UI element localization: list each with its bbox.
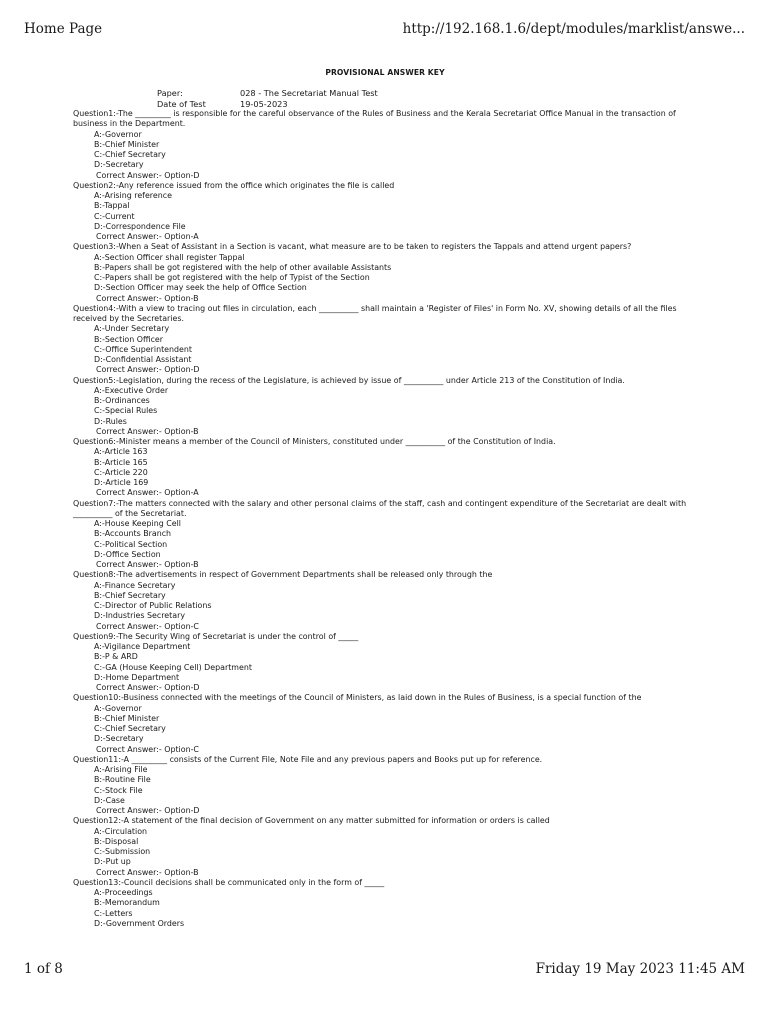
paper-label: Paper:: [157, 88, 183, 98]
correct-answer: Correct Answer:- Option-D: [96, 170, 200, 180]
answer-option: B:-P & ARD: [94, 652, 138, 662]
answer-option: A:-Vigilance Department: [94, 642, 191, 651]
answer-option: A:-Arising reference: [94, 191, 172, 200]
question-block: [73, 242, 701, 304]
answer-option: B:-Ordinances: [94, 396, 150, 405]
correct-answer: Correct Answer:- Option-A: [96, 232, 199, 241]
answer-option: D:-Correspondence File: [94, 221, 186, 231]
answer-option: A:-Finance Secretary: [94, 580, 176, 590]
answer-option: D:-Confidential Assistant: [94, 355, 192, 364]
correct-answer: Correct Answer:- Option-B: [96, 560, 199, 569]
answer-option: C:-GA (House Keeping Cell) Department: [94, 662, 252, 672]
answer-option: A:-Section Officer shall register Tappal: [94, 252, 245, 262]
answer-option: D:-Secretary: [94, 734, 144, 744]
answer-option: B:-Section Officer: [94, 334, 164, 344]
answer-option: D:-Home Department: [94, 672, 180, 682]
question-stem: Question8:-The advertisements in respect of Government Departments shall be released only through the: [73, 570, 493, 580]
answer-option: B:-Tappal: [94, 201, 130, 211]
answer-option: C:-Article 220: [94, 467, 148, 477]
answer-option: B:-Disposal: [94, 836, 139, 846]
correct-answer: Correct Answer:- Option-B: [96, 426, 199, 436]
correct-answer: Correct Answer:- Option-D: [96, 683, 200, 692]
answer-option: D:-Rules: [94, 416, 127, 426]
answer-option: C:-Stock File: [94, 785, 143, 795]
correct-answer: Correct Answer:- Option-A: [96, 488, 199, 498]
correct-answer: Correct Answer:- Option-C: [96, 621, 199, 631]
answer-option: A:-Proceedings: [94, 888, 153, 897]
answer-option: C:-Political Section: [94, 539, 168, 549]
question-stem: Question5:-Legislation, during the recess of the Legislature, is achieved by issue of __________ under Article 213 of the Constitution of India.: [73, 375, 625, 385]
browser-header-title: Home Page: [24, 21, 103, 37]
answer-option: A:-Executive Order: [94, 385, 169, 395]
answer-option: C:-Letters: [94, 908, 133, 918]
question-block: [73, 181, 701, 243]
answer-option: D:-Secretary: [94, 160, 144, 170]
answer-option: C:-Chief Secretary: [94, 724, 166, 733]
correct-answer: Correct Answer:- Option-B: [96, 293, 199, 303]
date-label: Date of Test: [157, 99, 206, 109]
answer-option: A:-Under Secretary: [94, 324, 170, 334]
answer-option: A:-Arising File: [94, 765, 148, 774]
question-list: [73, 109, 701, 929]
answer-option: C:-Submission: [94, 847, 151, 856]
question-block: [73, 109, 701, 181]
question-stem: Question10:-Business connected with the meetings of the Council of Ministers, as laid down in the Rules of Business, is a special function of the: [73, 693, 642, 703]
answer-option: C:-Current: [94, 211, 135, 221]
correct-answer: Correct Answer:- Option-D: [96, 365, 200, 375]
question-block: [73, 632, 701, 694]
answer-option: D:-Case: [94, 795, 125, 805]
answer-option: B:-Memorandum: [94, 898, 160, 908]
answer-option: B:-Chief Secretary: [94, 590, 166, 600]
question-block: [73, 693, 701, 755]
paper-row: [157, 88, 378, 98]
question-stem: Question2:-Any reference issued from the office which originates the file is called: [73, 180, 395, 190]
answer-option: D:-Office Section: [94, 549, 161, 559]
answer-option: D:-Put up: [94, 857, 131, 867]
question-stem: Question11:-A _________ consists of the Current File, Note File and any previous papers and Books put up for reference.: [73, 754, 543, 764]
paper-value: 028 - The Secretariat Manual Test: [240, 88, 378, 98]
question-block: [73, 304, 701, 376]
question-stem: Question13:-Council decisions shall be communicated only in the form of _____: [73, 877, 385, 887]
date-row: [157, 99, 288, 109]
document-title: PROVISIONAL ANSWER KEY: [325, 68, 445, 77]
answer-option: B:-Chief Minister: [94, 139, 160, 149]
answer-option: B:-Chief Minister: [94, 713, 160, 723]
answer-option: C:-Office Superintendent: [94, 344, 192, 354]
answer-option: C:-Chief Secretary: [94, 150, 166, 159]
question-stem: Question3:-When a Seat of Assistant in a Section is vacant, what measure are to be taken to registers the Tappals and attend urgent papers?: [73, 242, 632, 252]
answer-option: A:-Circulation: [94, 826, 148, 836]
answer-option: C:-Special Rules: [94, 406, 158, 416]
date-value: 19-05-2023: [240, 99, 288, 109]
question-stem: Question7:-The matters connected with the salary and other personal claims of the staff, cash and contingent expenditure of the Secretariat are dealt with __________ of the Secretariat.: [73, 498, 687, 518]
answer-option: B:-Papers shall be got registered with the help of other available Assistants: [94, 262, 392, 272]
question-block: [73, 570, 701, 632]
correct-answer: Correct Answer:- Option-B: [96, 867, 199, 877]
question-block: [73, 755, 701, 817]
answer-option: C:-Papers shall be got registered with the help of Typist of the Section: [94, 273, 370, 282]
page-counter: 1 of 8: [24, 961, 63, 977]
correct-answer: Correct Answer:- Option-C: [96, 744, 199, 754]
answer-option: A:-House Keeping Cell: [94, 519, 181, 528]
answer-option: A:-Governor: [94, 129, 142, 139]
print-timestamp: Friday 19 May 2023 11:45 AM: [535, 961, 745, 977]
answer-option: D:-Article 169: [94, 478, 149, 487]
question-stem: Question4:-With a view to tracing out files in circulation, each __________ shall maintain a 'Register of Files' in Form No. XV, showing details of all the files received by the Secretaries.: [73, 303, 677, 323]
answer-option: B:-Article 165: [94, 457, 148, 467]
question-block: [73, 816, 701, 878]
question-stem: Question12:-A statement of the final decision of Government on any matter submitted for information or orders is called: [73, 816, 550, 826]
answer-option: D:-Section Officer may seek the help of Office Section: [94, 283, 307, 293]
answer-option: C:-Director of Public Relations: [94, 601, 212, 610]
answer-option: B:-Routine File: [94, 775, 151, 785]
question-stem: Question1:-The _________ is responsible for the careful observance of the Rules of Business and the Kerala Secretariat Office Manual in the transaction of business in the Department.: [73, 109, 676, 129]
question-block: [73, 878, 701, 929]
answer-option: A:-Article 163: [94, 447, 148, 457]
answer-option: D:-Government Orders: [94, 918, 185, 928]
answer-option: D:-Industries Secretary: [94, 611, 186, 621]
answer-option: A:-Governor: [94, 703, 142, 713]
question-block: [73, 499, 701, 571]
question-block: [73, 437, 701, 499]
correct-answer: Correct Answer:- Option-D: [96, 806, 200, 815]
question-stem: Question9:-The Security Wing of Secretariat is under the control of _____: [73, 631, 359, 641]
question-stem: Question6:-Minister means a member of the Council of Ministers, constituted under __________ of the Constitution of India.: [73, 437, 556, 446]
answer-option: B:-Accounts Branch: [94, 529, 172, 539]
browser-header-url: http://192.168.1.6/dept/modules/marklist/answe...: [402, 21, 745, 37]
question-block: [73, 376, 701, 438]
